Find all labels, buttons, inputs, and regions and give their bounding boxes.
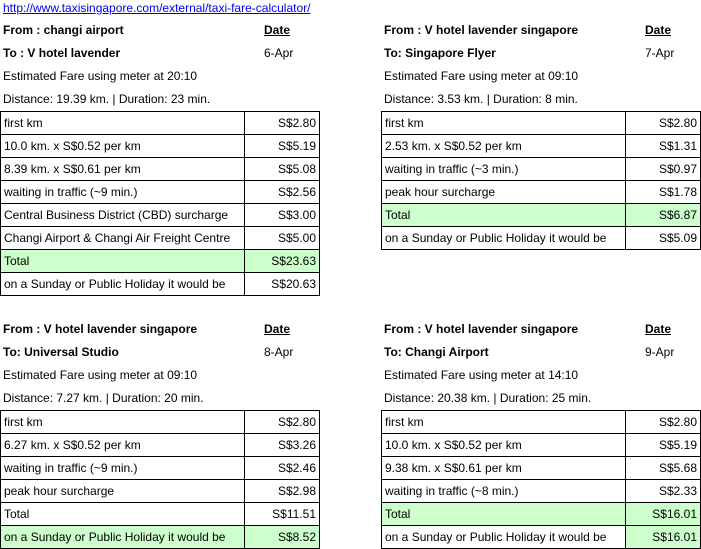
trip-block-4: [381, 318, 701, 549]
date-header: Date: [264, 322, 291, 336]
fare-value: S$0.97: [626, 158, 701, 181]
trip-from: From : V hotel lavender singapore: [384, 322, 579, 336]
fare-table: [0, 111, 320, 296]
fare-row: [1, 526, 320, 549]
fare-row: [1, 204, 320, 227]
trip-to: To: Changi Airport: [384, 345, 489, 359]
trip-block-1: [0, 19, 320, 296]
fare-label: on a Sunday or Public Holiday it would be: [382, 227, 626, 250]
fare-label: 9.38 km. x S$0.61 per km: [382, 457, 626, 480]
fare-table: [0, 410, 320, 549]
fare-label: waiting in traffic (~3 min.): [382, 158, 626, 181]
fare-row: [382, 411, 701, 434]
date-header: Date: [645, 23, 672, 37]
trip-estimate: Estimated Fare using meter at 14:10: [384, 368, 579, 382]
fare-value: S$16.01: [626, 503, 701, 526]
fare-label: on a Sunday or Public Holiday it would be: [382, 526, 626, 549]
fare-value: S$3.26: [245, 434, 320, 457]
fare-row: [1, 457, 320, 480]
fare-value: S$20.63: [245, 273, 320, 296]
fare-label: 8.39 km. x S$0.61 per km: [1, 158, 245, 181]
trip-estimate: Estimated Fare using meter at 09:10: [3, 368, 198, 382]
trip-estimate: Estimated Fare using meter at 09:10: [384, 69, 579, 83]
fare-row: [382, 227, 701, 250]
fare-value: S$2.80: [626, 112, 701, 135]
trip-from: From : changi airport: [3, 23, 124, 37]
fare-value: S$2.46: [245, 457, 320, 480]
fare-row: [1, 250, 320, 273]
trip-distance: Distance: 20.38 km. | Duration: 25 min.: [384, 391, 592, 405]
trip-date: 8-Apr: [264, 345, 294, 359]
fare-row: [382, 158, 701, 181]
fare-value: S$5.08: [245, 158, 320, 181]
fare-table: [381, 111, 701, 250]
fare-label: Total: [382, 204, 626, 227]
fare-value: S$5.68: [626, 457, 701, 480]
fare-value: S$2.98: [245, 480, 320, 503]
fare-label: waiting in traffic (~9 min.): [1, 181, 245, 204]
trip-estimate: Estimated Fare using meter at 20:10: [3, 69, 198, 83]
fare-label: 6.27 km. x S$0.52 per km: [1, 434, 245, 457]
trip-date: 6-Apr: [264, 46, 294, 60]
fare-label: on a Sunday or Public Holiday it would be: [1, 273, 245, 296]
fare-row: [382, 457, 701, 480]
fare-label: waiting in traffic (~9 min.): [1, 457, 245, 480]
fare-row: [382, 112, 701, 135]
fare-value: S$16.01: [626, 526, 701, 549]
fare-value: S$6.87: [626, 204, 701, 227]
fare-row: [1, 135, 320, 158]
fare-value: S$5.19: [626, 434, 701, 457]
fare-value: S$5.19: [245, 135, 320, 158]
fare-value: S$3.00: [245, 204, 320, 227]
fare-label: first km: [382, 411, 626, 434]
fare-value: S$2.80: [626, 411, 701, 434]
fare-row: [382, 526, 701, 549]
fare-row: [1, 227, 320, 250]
trip-date: 7-Apr: [645, 46, 675, 60]
trip-distance: Distance: 19.39 km. | Duration: 23 min.: [3, 92, 211, 106]
date-header: Date: [264, 23, 291, 37]
fare-label: Central Business District (CBD) surcharge: [1, 204, 245, 227]
fare-value: S$5.00: [245, 227, 320, 250]
fare-row: [1, 480, 320, 503]
trip-distance: Distance: 7.27 km. | Duration: 20 min.: [3, 391, 204, 405]
fare-row: [1, 503, 320, 526]
fare-row: [1, 411, 320, 434]
fare-row: [382, 135, 701, 158]
fare-row: [382, 434, 701, 457]
fare-row: [382, 503, 701, 526]
trip-to: To: Singapore Flyer: [384, 46, 496, 60]
fare-value: S$1.78: [626, 181, 701, 204]
fare-value: S$5.09: [626, 227, 701, 250]
fare-row: [1, 273, 320, 296]
fare-row: [1, 112, 320, 135]
fare-label: peak hour surcharge: [382, 181, 626, 204]
trip-to: To: Universal Studio: [3, 345, 119, 359]
fare-label: first km: [1, 112, 245, 135]
trip-to: To : V hotel lavender: [3, 46, 121, 60]
fare-label: waiting in traffic (~8 min.): [382, 480, 626, 503]
fare-label: on a Sunday or Public Holiday it would be: [1, 526, 245, 549]
trip-distance: Distance: 3.53 km. | Duration: 8 min.: [384, 92, 578, 106]
trip-from: From : V hotel lavender singapore: [384, 23, 579, 37]
fare-row: [382, 480, 701, 503]
fare-value: S$11.51: [245, 503, 320, 526]
fare-row: [1, 181, 320, 204]
date-header: Date: [645, 322, 672, 336]
trip-block-3: [0, 318, 320, 549]
fare-label: Total: [382, 503, 626, 526]
fare-row: [382, 204, 701, 227]
fare-label: first km: [1, 411, 245, 434]
fare-value: S$2.80: [245, 411, 320, 434]
fare-value: S$23.63: [245, 250, 320, 273]
fare-label: 2.53 km. x S$0.52 per km: [382, 135, 626, 158]
fare-row: [382, 181, 701, 204]
fare-label: 10.0 km. x S$0.52 per km: [382, 434, 626, 457]
fare-value: S$2.80: [245, 112, 320, 135]
fare-label: Changi Airport & Changi Air Freight Centre: [1, 227, 245, 250]
fare-value: S$2.56: [245, 181, 320, 204]
fare-label: first km: [382, 112, 626, 135]
trip-date: 9-Apr: [645, 345, 675, 359]
trip-block-2: [381, 19, 701, 250]
fare-value: S$8.52: [245, 526, 320, 549]
fare-label: peak hour surcharge: [1, 480, 245, 503]
fare-label: Total: [1, 250, 245, 273]
fare-row: [1, 434, 320, 457]
fare-value: S$2.33: [626, 480, 701, 503]
fare-label: 10.0 km. x S$0.52 per km: [1, 135, 245, 158]
fare-row: [1, 158, 320, 181]
taxi-fare-calculator-link[interactable]: http://www.taxisingapore.com/external/taxi-fare-calculator/: [3, 1, 311, 15]
fare-table: [381, 410, 701, 549]
fare-value: S$1.31: [626, 135, 701, 158]
trip-from: From : V hotel lavender singapore: [3, 322, 198, 336]
fare-label: Total: [1, 503, 245, 526]
